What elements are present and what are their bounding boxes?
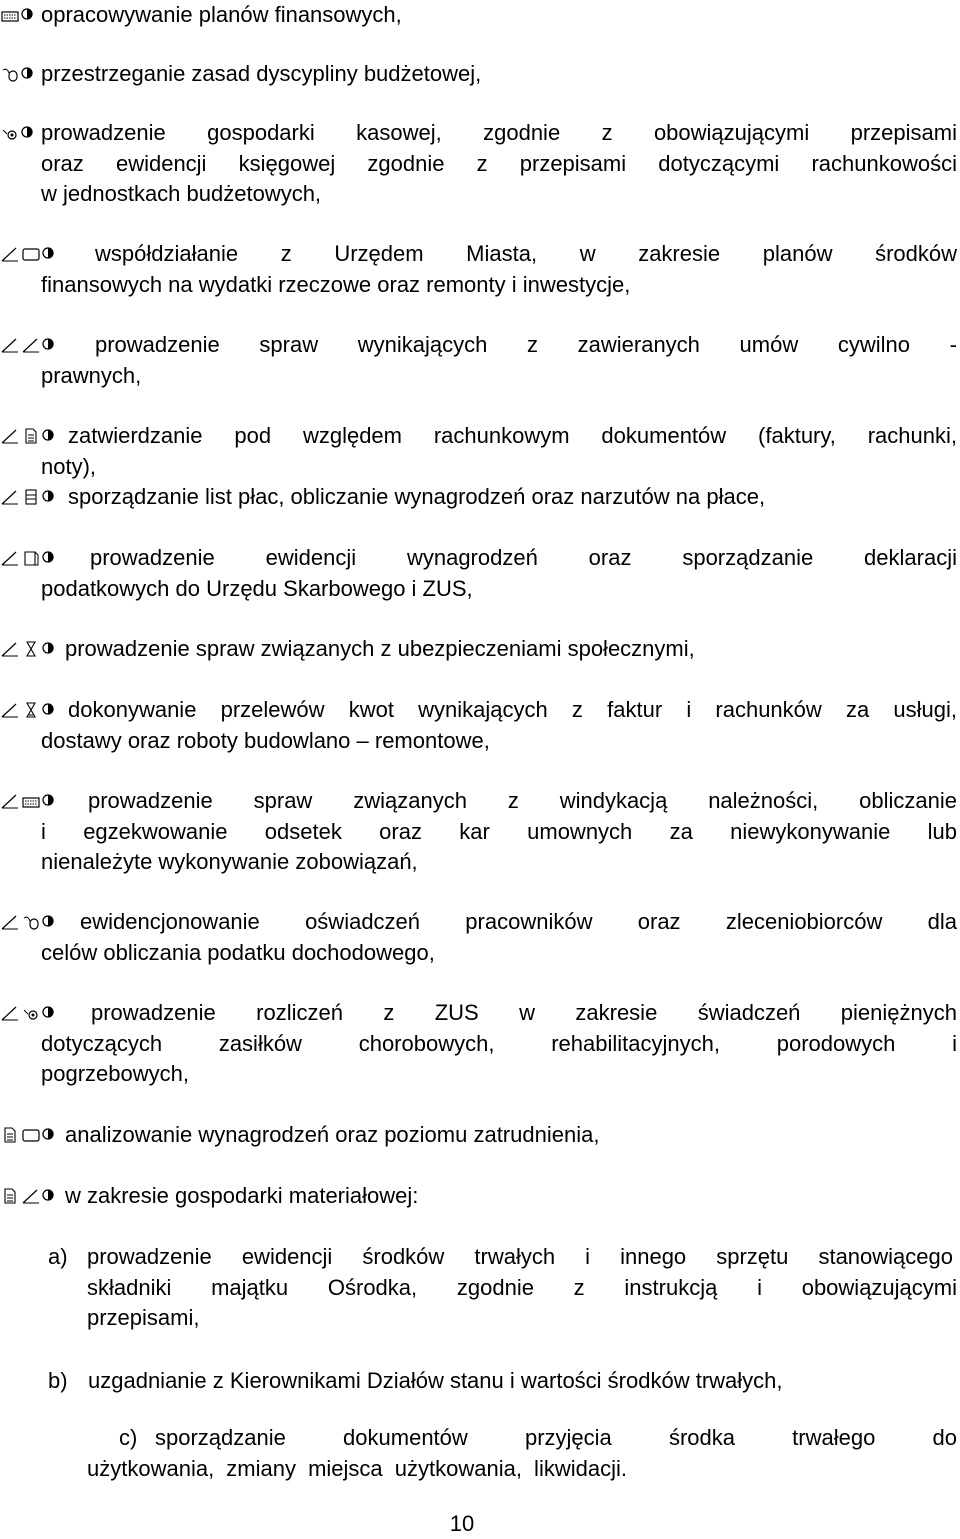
hourglass-icon xyxy=(21,701,41,719)
list-marker xyxy=(0,59,41,89)
moon-icon xyxy=(42,913,62,931)
item-text-line: prowadzenie spraw związanych z windykacją należności, obliczanie xyxy=(88,788,957,813)
document-icon xyxy=(0,1126,20,1144)
pencil-icon xyxy=(0,549,20,567)
list-marker xyxy=(0,786,62,816)
item-text-line: opracowywanie planów finansowych, xyxy=(41,2,402,27)
filing-cabinet-icon xyxy=(21,488,41,506)
item-text-line: prowadzenie rozliczeń z ZUS w zakresie świadczeń pieniężnych xyxy=(91,1000,957,1025)
moon-icon xyxy=(42,549,62,567)
folder-icon xyxy=(21,245,41,263)
item-text-line: zatwierdzanie pod względem rachunkowym dokumentów (faktury, rachunki, xyxy=(68,423,957,448)
moon-icon xyxy=(42,488,62,506)
pencil-icon xyxy=(0,336,20,354)
mouse-icon xyxy=(0,65,20,83)
item-text-line: nienależyte wykonywanie zobowiązań, xyxy=(41,849,418,874)
list-marker xyxy=(0,421,62,451)
pencil-icon xyxy=(0,792,20,810)
pencil-icon xyxy=(0,488,20,506)
item-text-line: prowadzenie gospodarki kasowej, zgodnie z obowiązującymi przepisami xyxy=(41,120,957,145)
item-text-line: analizowanie wynagrodzeń oraz poziomu zatrudnienia, xyxy=(65,1122,600,1147)
item-text-line: prowadzenie ewidencji środków trwałych i innego sprzętu stanowiącego xyxy=(87,1244,953,1269)
sub-item-label: b) xyxy=(48,1368,68,1393)
item-text-line: prowadzenie ewidencji wynagrodzeń oraz sporządzanie deklaracji xyxy=(90,545,957,570)
tape-icon xyxy=(21,1004,41,1022)
list-marker xyxy=(0,482,62,512)
item-text-line: w zakresie gospodarki materiałowej: xyxy=(65,1183,419,1208)
item-text-line: podatkowych do Urzędu Skarbowego i ZUS, xyxy=(41,576,473,601)
list-marker xyxy=(0,907,62,937)
item-text-line: ewidencjonowanie oświadczeń pracowników oraz zleceniobiorców dla xyxy=(80,909,957,934)
moon-icon xyxy=(42,1187,62,1205)
item-text-line: współdziałanie z Urzędem Miasta, w zakresie planów środków xyxy=(95,241,957,266)
item-text-line: użytkowania, zmiany miejsca użytkowania, likwidacji. xyxy=(87,1456,627,1481)
item-text-line: i egzekwowanie odsetek oraz kar umownych za niewykonywanie lub xyxy=(41,819,957,844)
pencil-icon xyxy=(0,427,20,445)
list-marker xyxy=(0,330,62,360)
pencil-icon xyxy=(0,245,20,263)
item-text-line: przepisami, xyxy=(87,1305,200,1330)
list-marker xyxy=(0,1120,62,1150)
list-marker xyxy=(0,239,62,269)
keyboard-icon xyxy=(0,6,20,24)
item-text-line: dotyczących zasiłków chorobowych, rehabilitacyjnych, porodowych i xyxy=(41,1031,957,1056)
item-text-line: składniki majątku Ośrodka, zgodnie z instrukcją i obowiązującymi xyxy=(87,1275,957,1300)
moon-icon xyxy=(42,1004,62,1022)
moon-icon xyxy=(21,65,41,83)
item-text-line: noty), xyxy=(41,454,97,479)
item-text-line: prowadzenie spraw wynikających z zawieranych umów cywilno - xyxy=(95,332,957,357)
pencil-icon xyxy=(0,640,20,658)
pencil-icon xyxy=(21,336,41,354)
tape-icon xyxy=(0,124,20,142)
folder-icon xyxy=(21,1126,41,1144)
list-marker xyxy=(0,543,62,573)
list-marker xyxy=(0,634,62,664)
sub-item-label: a) xyxy=(48,1244,68,1269)
list-marker xyxy=(0,118,41,148)
item-text-line: przestrzeganie zasad dyscypliny budżetowej, xyxy=(41,61,482,86)
document-icon xyxy=(21,427,41,445)
item-text-line: dostawy oraz roboty budowlano – remontowe, xyxy=(41,728,490,753)
moon-icon xyxy=(21,6,41,24)
pencil-icon xyxy=(0,1004,20,1022)
moon-icon xyxy=(42,336,62,354)
moon-icon xyxy=(42,245,62,263)
hourglass-icon xyxy=(21,640,41,658)
sub-item-label: c) xyxy=(119,1425,138,1450)
list-marker xyxy=(0,998,62,1028)
list-marker xyxy=(0,1181,62,1211)
moon-icon xyxy=(42,640,62,658)
item-text-line: finansowych na wydatki rzeczowe oraz remonty i inwestycje, xyxy=(41,272,631,297)
moon-icon xyxy=(42,427,62,445)
pencil-icon xyxy=(0,913,20,931)
page-number: 10 xyxy=(449,1511,475,1536)
list-marker xyxy=(0,0,41,30)
paper-icon xyxy=(21,549,41,567)
item-text-line: oraz ewidencji księgowej zgodnie z przepisami dotyczącymi rachunkowości xyxy=(41,151,957,176)
item-text-line: sporządzanie list płac, obliczanie wynagrodzeń oraz narzutów na płace, xyxy=(68,484,766,509)
document-icon xyxy=(0,1187,20,1205)
mouse-icon xyxy=(21,913,41,931)
item-text-line: w jednostkach budżetowych, xyxy=(41,181,322,206)
moon-icon xyxy=(42,792,62,810)
pencil-icon xyxy=(0,701,20,719)
moon-icon xyxy=(42,701,62,719)
item-text-line: prawnych, xyxy=(41,363,142,388)
pencil-icon xyxy=(21,1187,41,1205)
item-text-line: celów obliczania podatku dochodowego, xyxy=(41,940,435,965)
moon-icon xyxy=(42,1126,62,1144)
item-text-line: dokonywanie przelewów kwot wynikających z faktur i rachunków za usługi, xyxy=(68,697,957,722)
list-marker xyxy=(0,695,62,725)
item-text-line: prowadzenie spraw związanych z ubezpieczeniami społecznymi, xyxy=(65,636,695,661)
item-text-line: pogrzebowych, xyxy=(41,1061,189,1086)
keyboard-icon xyxy=(21,792,41,810)
item-text-line: uzgadnianie z Kierownikami Działów stanu i wartości środków trwałych, xyxy=(88,1368,783,1393)
moon-icon xyxy=(21,124,41,142)
item-text-line: sporządzanie dokumentów przyjęcia środka trwałego do xyxy=(155,1425,957,1450)
